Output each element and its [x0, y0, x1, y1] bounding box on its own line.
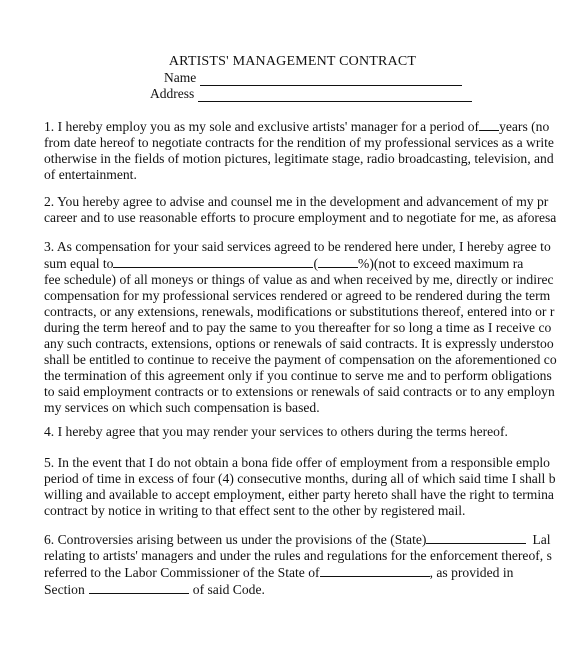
clause-line: compensation for my professional services rendered or agreed to be rendered during the term	[44, 288, 551, 303]
clause-text: 6. Controversies arising between us under the provisions of the (State)	[44, 532, 427, 547]
clause-line: otherwise in the fields of motion pictures, legitimate stage, radio broadcasting, television, and	[44, 151, 554, 166]
clause-text: referred to the Labor Commissioner of the State of	[44, 565, 320, 580]
address-field[interactable]	[198, 87, 472, 102]
clause-text: years (no	[499, 119, 550, 134]
clause-line: shall be entitled to continue to receive the payment of compensation on the aforementioned co	[44, 352, 557, 367]
clause-line: any such contracts, extensions, options or renewals of said contracts. It is expressly understoo	[44, 336, 554, 351]
labor-state-blank[interactable]	[320, 564, 430, 577]
clause-text: 1. I hereby employ you as my sole and exclusive artists' manager for a period of	[44, 119, 480, 134]
clause-line: period of time in excess of four (4) consecutive months, during all of which said time I shall b	[44, 471, 556, 486]
clause-line: 5. In the event that I do not obtain a bona fide offer of employment from a responsible emplo	[44, 455, 550, 470]
name-label: Name	[164, 70, 197, 85]
clause-4	[44, 424, 585, 440]
clause-line: my services on which such compensation is based.	[44, 400, 320, 415]
clause-line	[44, 581, 585, 598]
document-title: ARTISTS' MANAGEMENT CONTRACT	[168, 54, 417, 69]
clause-text: %)(not to exceed maximum ra	[358, 256, 524, 271]
clause-5	[44, 455, 585, 519]
clause-line: 2. You hereby agree to advise and counsel me in the development and advancement of my pr	[44, 194, 549, 209]
clause-1	[44, 118, 585, 183]
term-blank[interactable]	[479, 118, 499, 131]
clause-line: the termination of this agreement only if you continue to serve me and to perform obligations	[44, 368, 552, 383]
name-field[interactable]	[200, 71, 462, 86]
clause-text: sum equal to	[44, 256, 114, 271]
address-field-row	[150, 86, 472, 102]
clause-text: , as provided in	[429, 565, 514, 580]
clause-line: from date hereof to negotiate contracts for the rendition of my professional services as a write	[44, 135, 554, 150]
clause-line: contracts, or any extensions, renewals, modifications or substitutions thereof, entered into or r	[44, 304, 555, 319]
clause-line	[44, 118, 585, 135]
clause-line: 4. I hereby agree that you may render your services to others during the terms hereof.	[44, 424, 508, 439]
clause-text: Lal	[532, 532, 551, 547]
clause-line	[44, 531, 585, 548]
state-blank[interactable]	[426, 531, 526, 544]
clause-text: of said Code.	[192, 582, 265, 597]
clause-line: willing and available to accept employment, either party hereto shall have the right to termina	[44, 487, 554, 502]
clause-line	[44, 564, 585, 581]
address-label: Address	[150, 86, 195, 101]
name-field-row	[164, 70, 462, 86]
clause-line: to said employment contracts or to extensions or renewals of said contracts or to any employn	[44, 384, 555, 399]
clause-line: of entertainment.	[44, 167, 137, 182]
section-blank[interactable]	[89, 581, 189, 594]
compensation-amount-blank[interactable]	[113, 255, 313, 268]
percentage-blank[interactable]	[318, 255, 358, 268]
clause-line: during the term hereof and to pay the same to you thereafter for so long a time as I receive co	[44, 320, 552, 335]
clause-line: fee schedule) of all moneys or things of value as and when received by me, directly or indirec	[44, 272, 554, 287]
clause-text: (	[313, 256, 319, 271]
clause-3	[44, 239, 585, 416]
clause-line: 3. As compensation for your said services agreed to be rendered here under, I hereby agree to	[44, 239, 551, 254]
clause-text: Section	[44, 582, 85, 597]
clause-line	[44, 255, 585, 272]
clause-2	[44, 194, 585, 226]
clause-line: contract by notice in writing to that effect sent to the other by registered mail.	[44, 503, 466, 518]
clause-line: relating to artists' managers and under the rules and regulations for the enforcement thereof, s	[44, 548, 552, 563]
clause-line: career and to use reasonable efforts to procure employment and to negotiate for me, as aforesa	[44, 210, 557, 225]
clause-6	[44, 531, 585, 598]
